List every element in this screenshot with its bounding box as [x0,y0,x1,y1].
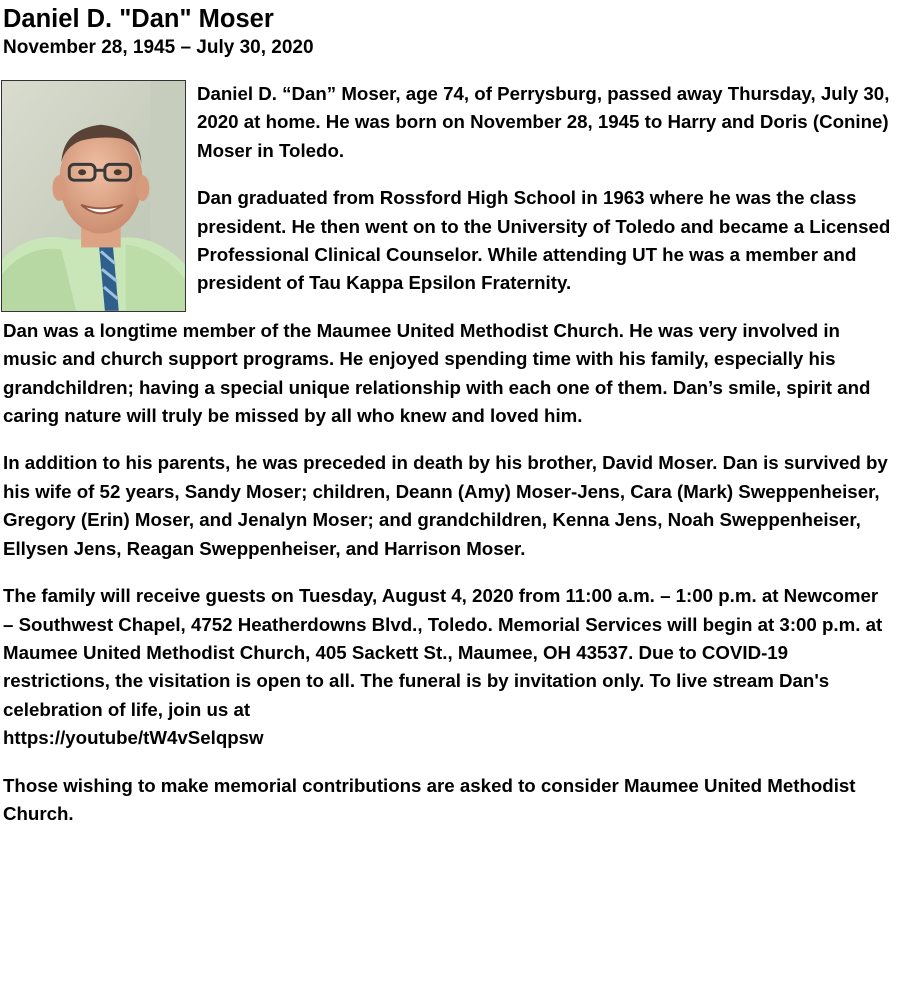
portrait-image [2,81,185,311]
paragraph-church: Dan was a longtime member of the Maumee United Methodist Church. He was very involved in music and church support programs. He enjoyed spending time with his family, especially his grandchildren; having a special unique relationship with each one of them. Dan’s smile, spirit and caring nature will truly be missed by all who knew and loved him. [3,319,871,427]
page-title: Daniel D. "Dan" Moser [3,5,274,33]
obituary-body [3,80,893,828]
livestream-link[interactable]: https://youtube/tW4vSelqpsw [3,727,264,749]
services-text: The family will receive guests on Tuesday, August 4, 2020 from 11:00 a.m. – 1:00 p.m. at Newcomer – Southwest Chapel, 4752 Heatherdowns Blvd., Toledo. Memorial Services will begin at 3:00 p.m. at Maumee United Methodist Church, 405 Sackett St., Maumee, OH 43537. Due to COVID-19 restrictions, the visitation is open to all. The funeral is by invitation only. To live stream Dan's celebration of life, join us at [3,585,883,720]
paragraph-family: In addition to his parents, he was preceded in death by his brother, David Moser. Dan is survived by his wife of 52 years, Sandy Moser; children, Deann (Amy) Moser-Jens, Cara (Mark) Sweppenheiser, Gregory (Erin) Moser, and Jenalyn Moser; and grandchildren, Kenna Jens, Noah Sweppenheiser, Ellysen Jens, Reagan Sweppenheiser, and Harrison Moser. [3,452,888,559]
paragraph-services [3,582,893,752]
portrait-photo [1,80,186,312]
paragraph-education: Dan graduated from Rossford High School in 1963 where he was the class president. He then went on to the University of Toledo and became a Licensed Professional Clinical Counselor. While attending UT he was a member and president of Tau Kappa Epsilon Fraternity. [197,187,891,294]
paragraph-intro: Daniel D. “Dan” Moser, age 74, of Perrysburg, passed away Thursday, July 30, 2020 at home. He was born on November 28, 1945 to Harry and Doris (Conine) Moser in Toledo. [197,83,890,161]
life-dates: November 28, 1945 – July 30, 2020 [3,37,314,58]
paragraph-memorials: Those wishing to make memorial contributions are asked to consider Maumee United Methodist Church. [3,774,856,824]
obituary-page [3,0,893,847]
